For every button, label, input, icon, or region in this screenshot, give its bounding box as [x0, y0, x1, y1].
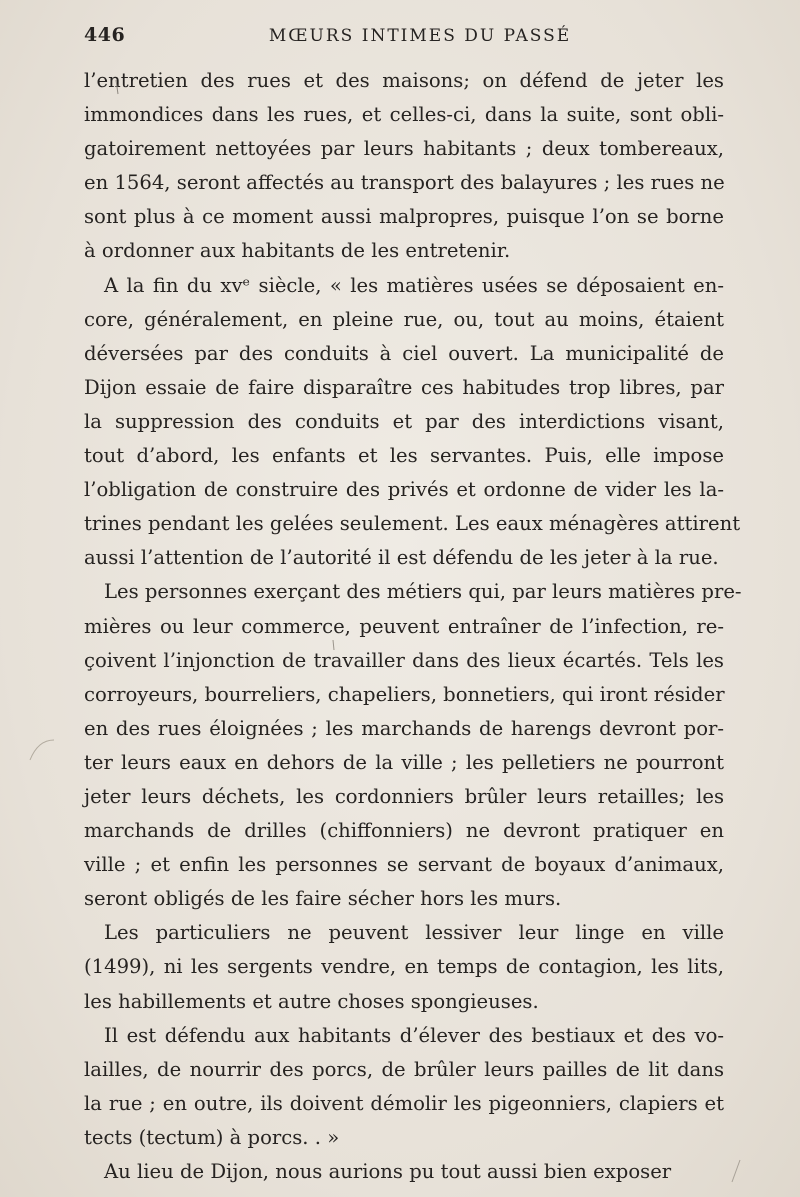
text-line: en des rues éloignées ; les marchands de harengs devront por-	[84, 716, 724, 740]
text-line: core, généralement, en pleine rue, ou, tout au moins, étaient	[84, 307, 724, 331]
running-title: MŒURS INTIMES DU PASSÉ	[268, 26, 572, 46]
paper-speck	[732, 1160, 740, 1182]
page-header	[0, 24, 800, 54]
text-line: immondices dans les rues, et celles-ci, dans la suite, sont obli-	[84, 103, 724, 127]
text-line: les habillements et autre choses spongieuses.	[84, 989, 539, 1013]
text-line: déversées par des conduits à ciel ouvert. La municipalité de	[84, 341, 724, 365]
text-line: trines pendant les gelées seulement. Les eaux ménagères attirent	[84, 512, 741, 536]
text-line: gatoirement nettoyées par leurs habitants ; deux tombereaux,	[84, 137, 724, 161]
text-line: Les personnes exerçant des métiers qui, par leurs matières pre-	[104, 580, 742, 604]
text-line: en 1564, seront affectés au transport des balayures ; les rues ne	[84, 171, 725, 195]
text-line: ville ; et enfin les personnes se servant de boyaux d’animaux,	[84, 853, 724, 877]
text-line: Il est défendu aux habitants d’élever des bestiaux et des vo-	[104, 1023, 724, 1047]
text-line: Dijon essaie de faire disparaître ces habitudes trop libres, par	[84, 375, 724, 399]
text-line: la rue ; en outre, ils doivent démolir les pigeonniers, clapiers et	[84, 1091, 724, 1115]
text-line: mières ou leur commerce, peuvent entraîner de l’infection, re-	[84, 614, 724, 638]
body-text	[84, 64, 742, 1189]
text-line: aussi l’attention de l’autorité il est défendu de les jeter à la rue.	[84, 546, 719, 570]
text-line: Au lieu de Dijon, nous aurions pu tout aussi bien exposer	[104, 1160, 672, 1183]
text-line: jeter leurs déchets, les cordonniers brûler leurs retailles; les	[84, 784, 724, 808]
text-line: marchands de drilles (chiffonniers) ne devront pratiquer en	[84, 819, 724, 843]
text-line: corroyeurs, bourreliers, chapeliers, bonnetiers, qui iront résider	[84, 682, 725, 706]
text-line: la suppression des conduits et par des interdictions visant,	[84, 409, 724, 433]
text-line: tout d’abord, les enfants et les servantes. Puis, elle impose	[84, 444, 724, 468]
text-line: A la fin du xvᵉ siècle, « les matières usées se déposaient en-	[104, 273, 724, 297]
text-line: çoivent l’injonction de travailler dans des lieux écartés. Tels les	[84, 648, 724, 672]
text-line: sont plus à ce moment aussi malpropres, puisque l’on se borne	[84, 205, 724, 229]
text-line: à ordonner aux habitants de les entretenir.	[84, 239, 511, 263]
text-line: tects (tectum) à porcs. . »	[84, 1125, 340, 1149]
text-line: ter leurs eaux en dehors de la ville ; les pelletiers ne pourront	[84, 750, 724, 774]
page-number: 446	[84, 24, 126, 46]
text-line: (1499), ni les sergents vendre, en temps de contagion, les lits,	[84, 955, 724, 979]
text-line: l’entretien des rues et des maisons; on défend de jeter les	[84, 69, 724, 92]
text-line: Les particuliers ne peuvent lessiver leur linge en ville	[104, 921, 724, 945]
text-line: seront obligés de les faire sécher hors les murs.	[84, 887, 562, 911]
text-line: lailles, de nourrir des porcs, de brûler leurs pailles de lit dans	[84, 1057, 724, 1081]
text-line: l’obligation de construire des privés et ordonne de vider les la-	[84, 478, 724, 502]
paper-speck	[30, 740, 54, 760]
